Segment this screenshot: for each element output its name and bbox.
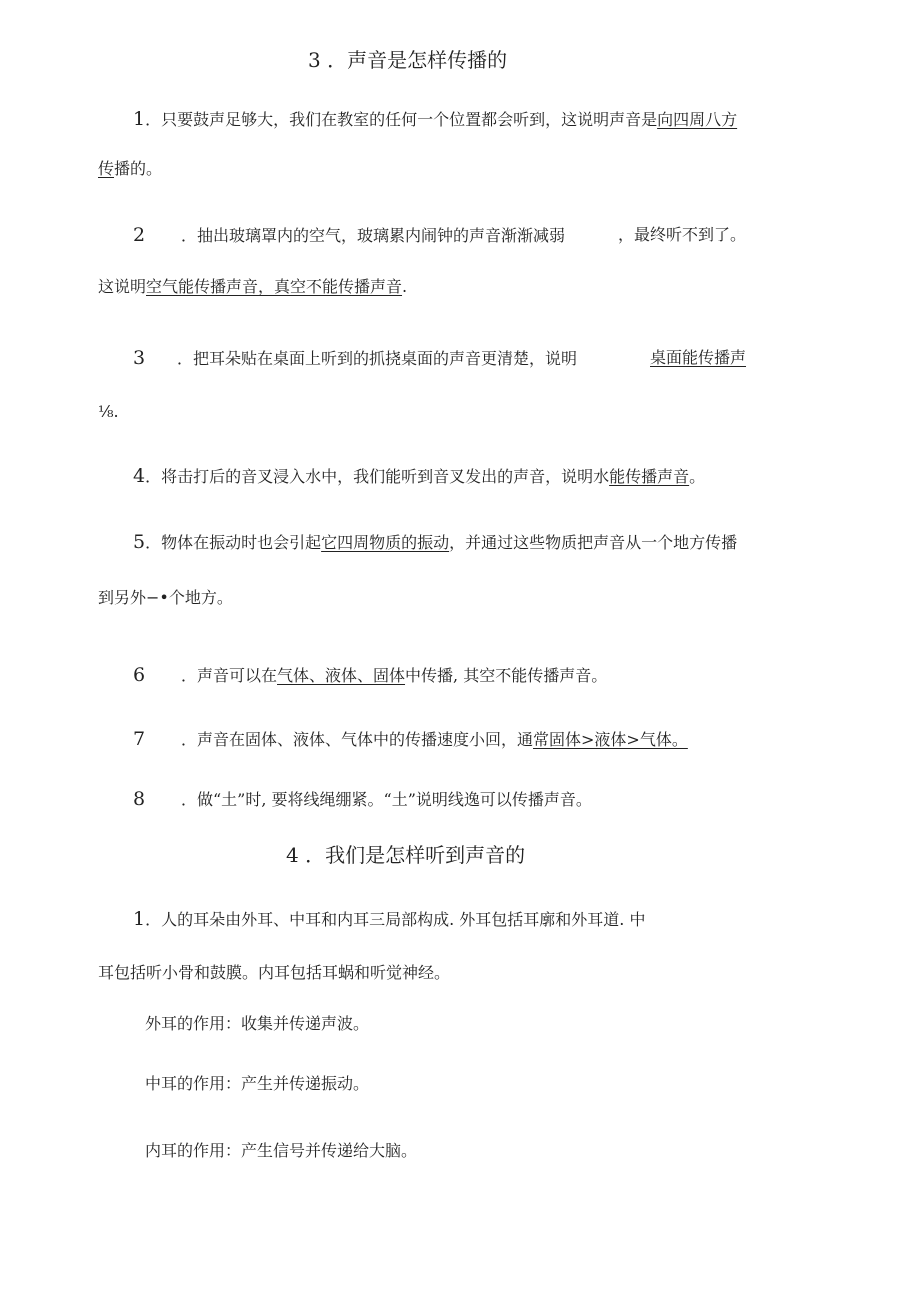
s4-item-1-line2: 耳包括听小骨和鼓膜。内耳包括耳蜗和听觉神经。 (98, 963, 451, 982)
item-text: 中传播, 其空不能传播声音。 (405, 666, 608, 685)
underlined-answer: 桌面能传播声 (650, 348, 747, 367)
s3-item-3 (133, 347, 577, 370)
item-text: . (402, 277, 408, 296)
item-text: ．做“土”时, 要将线绳绷紧。“土”说明线逸可以传播声音。 (181, 790, 592, 809)
section-4-title: 4 ．我们是怎样听到声音的 (286, 843, 526, 867)
s3-item-7 (133, 728, 688, 751)
s3-item-3-line2: ⅛. (98, 402, 119, 421)
item-text: 这说明 (98, 277, 147, 296)
section-3-title: 3 ．声音是怎样传播的 (308, 48, 508, 72)
underlined-answer: 传 (98, 159, 115, 178)
underlined-answer: 它四周物质的振动 (321, 533, 450, 552)
item-text: ．声音在固体、液体、气体中的传播速度小回，通 (181, 730, 534, 749)
item-text: ．抽出玻璃罩内的空气，玻璃累内闹钟的声音渐渐减弱 (181, 226, 566, 245)
underlined-answer: 常固体>液体>气体。 (533, 730, 688, 749)
s3-item-5-line2: 到另外−•个地方。 (98, 588, 233, 607)
item-number: 1 (133, 908, 146, 930)
item-number: 8 (133, 788, 146, 810)
item-number: 4 (133, 465, 146, 487)
item-number: 6 (133, 664, 146, 686)
item-text: ．声音可以在 (181, 666, 278, 685)
middle-ear-function: 中耳的作用：产生并传递振动。 (145, 1074, 370, 1093)
item-number: 5 (133, 531, 146, 553)
item-text: ．物体在振动时也会引起 (145, 533, 322, 552)
s4-item-1 (133, 908, 645, 931)
item-text: ．把耳朵贴在桌面上听到的抓挠桌面的声音更清楚，说明 (177, 349, 578, 368)
item-text: 播的。 (114, 159, 163, 178)
underlined-answer: 向四周八方 (657, 110, 738, 129)
item-text: 。 (689, 467, 706, 486)
s3-item-1 (133, 108, 737, 131)
underlined-answer: 空气能传播声音，真空不能传播声音 (146, 277, 403, 296)
s3-item-8 (133, 788, 592, 811)
item-number: 7 (133, 728, 146, 750)
item-number: 1 (133, 108, 146, 130)
item-number: 3 (133, 347, 146, 369)
s3-item-3-answer (650, 347, 746, 369)
s3-item-1-line2 (98, 158, 162, 180)
s3-item-2 (133, 224, 565, 247)
s3-item-6 (133, 664, 607, 687)
item-text: ．将击打后的音叉浸入水中，我们能听到音叉发出的声音，说明水 (145, 467, 610, 486)
inner-ear-function: 内耳的作用：产生信号并传递给大脑。 (145, 1141, 418, 1160)
item-text: ，并通过这些物质把声音从一个地方传播 (449, 533, 738, 552)
underlined-answer: 能传播声音 (609, 467, 690, 486)
s3-item-2-end: ，最终听不到了。 (618, 225, 747, 244)
s3-item-4 (133, 465, 705, 488)
item-text: ．人的耳朵由外耳、中耳和内耳三局部构成. 外耳包括耳廓和外耳道. 中 (145, 910, 646, 929)
outer-ear-function: 外耳的作用：收集并传递声波。 (145, 1014, 370, 1033)
s3-item-2-line2 (98, 276, 407, 298)
item-text: ．只要鼓声足够大，我们在教室的任何一个位置都会听到，这说明声音是 (145, 110, 658, 129)
s3-item-5 (133, 531, 737, 554)
underlined-answer: 气体、液体、固体 (277, 666, 406, 685)
item-number: 2 (133, 224, 146, 246)
